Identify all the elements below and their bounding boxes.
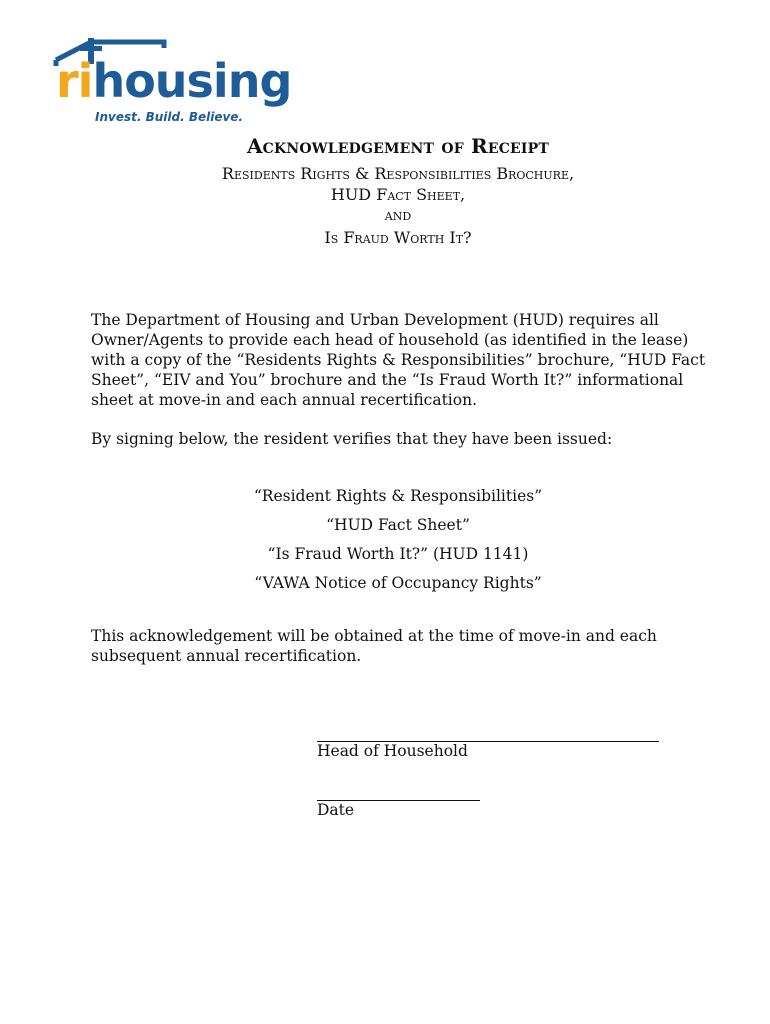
issued-item: “HUD Fact Sheet” bbox=[326, 516, 470, 534]
issued-item: “Resident Rights & Responsibilities” bbox=[253, 487, 543, 505]
subtitle-line-4: Is Fraud Worth It? bbox=[324, 228, 472, 247]
logo-word-ri: ri bbox=[56, 54, 93, 108]
hud-requirement-paragraph: The Department of Housing and Urban Development (HUD) requires all Owner/Agents to provide each head of household (as identified in the lease) with a copy of the “Residents Rights & Responsibilities” brochure, “HUD Fact Sheet”, “EIV and You” brochure and the “Is Fraud Worth It?” informational sheet at move-in and each annual recertification. bbox=[91, 311, 706, 409]
issued-item: “VAWA Notice of Occupancy Rights” bbox=[254, 574, 542, 592]
head-of-household-label: Head of Household bbox=[317, 742, 468, 760]
issued-item: “Is Fraud Worth It?” (HUD 1141) bbox=[267, 545, 529, 563]
resident-verification-paragraph: By signing below, the resident verifies that they have been issued: bbox=[91, 430, 613, 448]
document-title: Acknowledgement of Receipt bbox=[246, 134, 550, 158]
date-label: Date bbox=[317, 801, 355, 819]
subtitle-line-3: and bbox=[384, 206, 412, 224]
logo-word-housing: housing bbox=[92, 54, 292, 108]
rihousing-logo bbox=[52, 36, 292, 128]
logo-tagline: Invest. Build. Believe. bbox=[95, 110, 243, 124]
recertification-paragraph: This acknowledgement will be obtained at the time of move-in and each subsequent annual recertification. bbox=[91, 627, 657, 665]
logo-wordmark bbox=[56, 54, 292, 108]
subtitle-line-2: HUD Fact Sheet, bbox=[330, 185, 466, 204]
subtitle-line-1: Residents Rights & Responsibilities Brochure, bbox=[221, 164, 575, 183]
